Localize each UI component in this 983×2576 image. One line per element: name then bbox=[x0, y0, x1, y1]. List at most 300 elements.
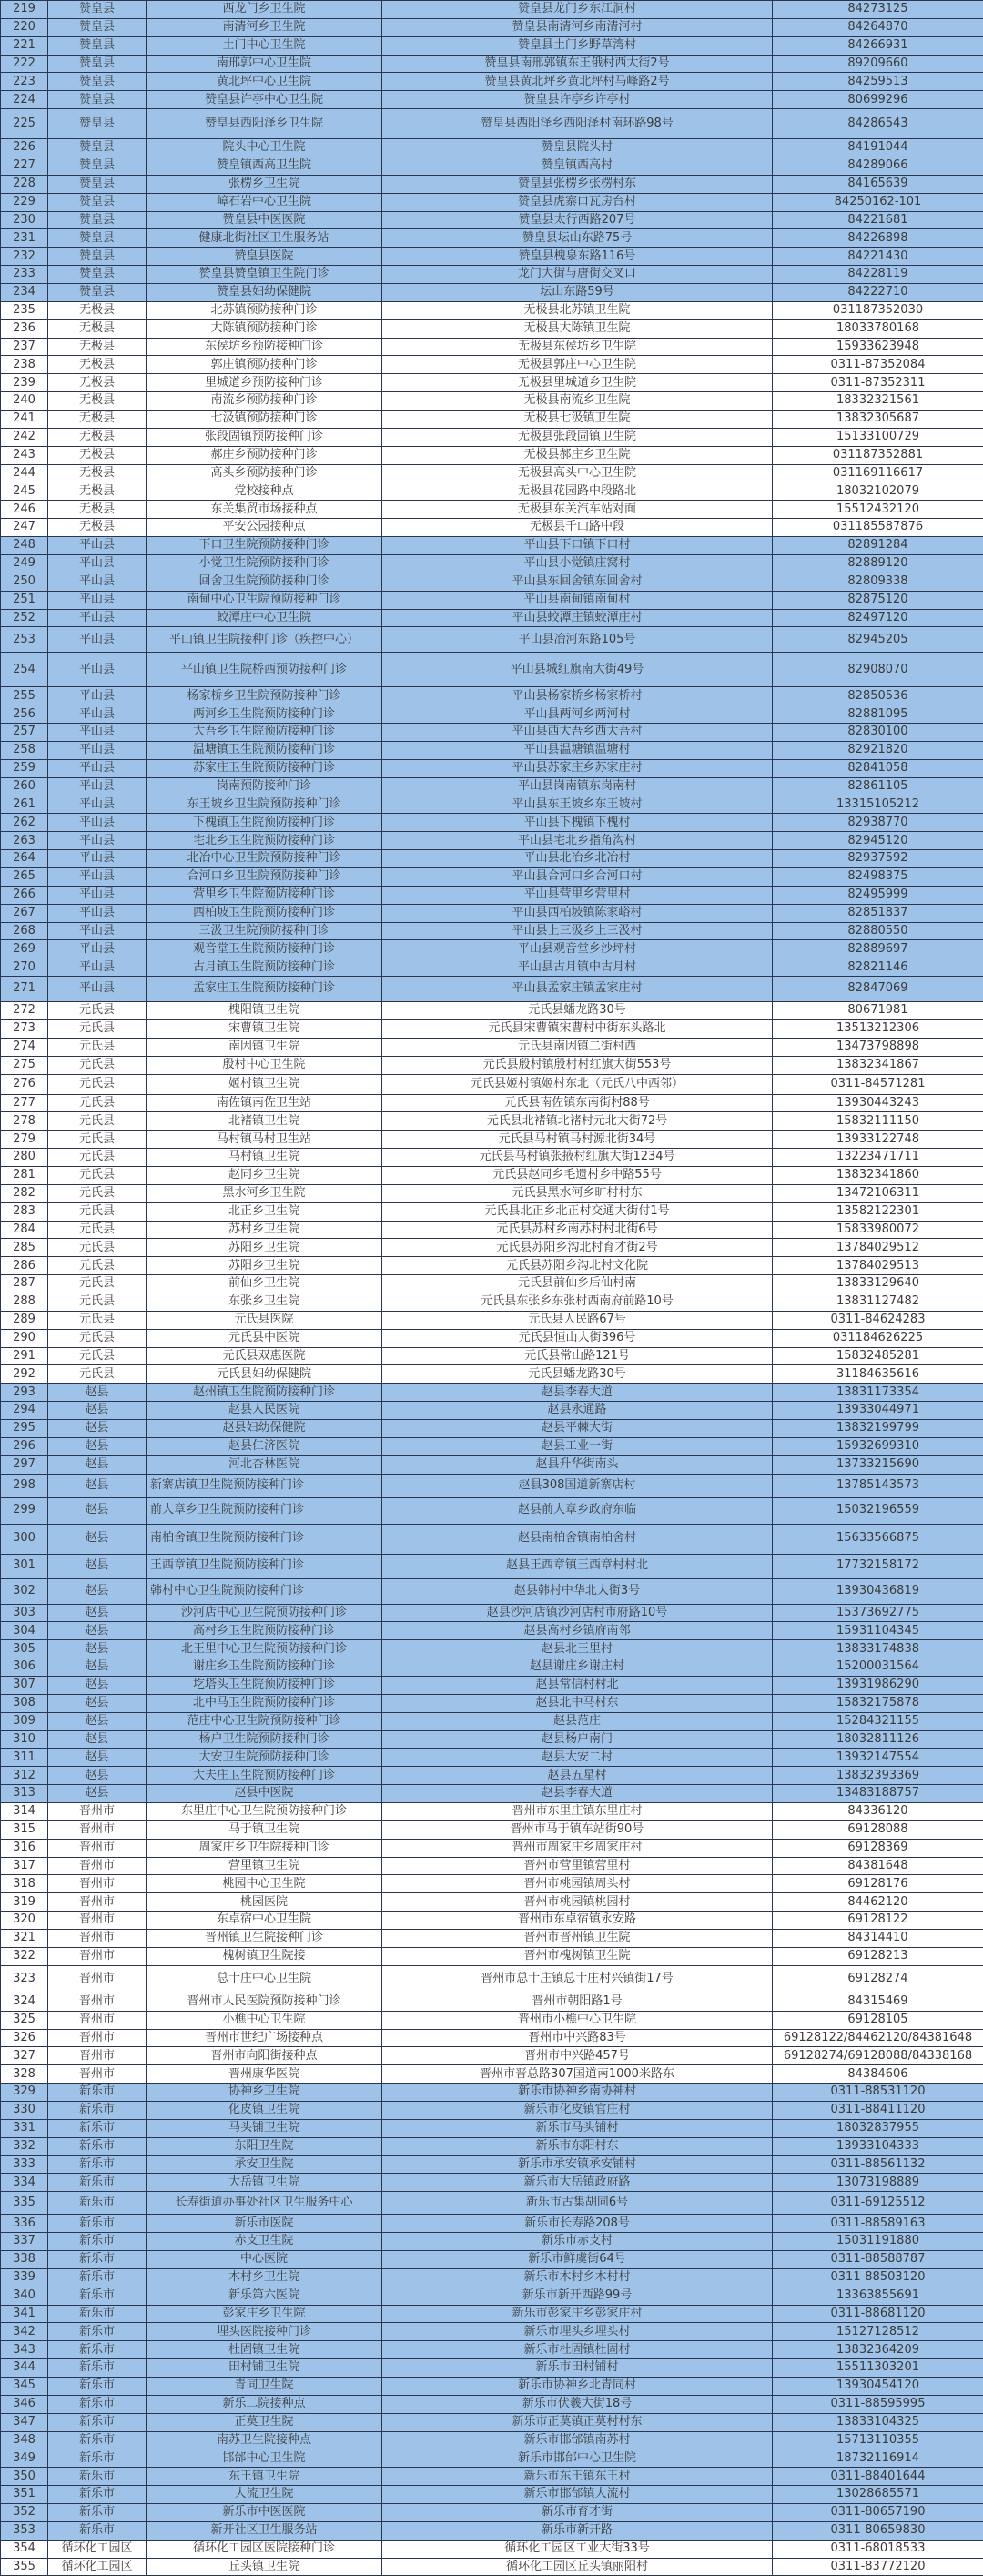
county-cell: 赞皇县 bbox=[48, 73, 147, 91]
site-name-cell: 嶂石岩中心卫生院 bbox=[147, 193, 382, 211]
table-row bbox=[1, 1149, 983, 1167]
table-row bbox=[1, 1, 983, 19]
table-row bbox=[1, 814, 983, 832]
phone-cell: 13831173354 bbox=[773, 1384, 983, 1402]
county-cell: 新乐市 bbox=[48, 2192, 147, 2215]
address-cell: 坛山东路59号 bbox=[382, 284, 773, 302]
county-cell: 新乐市 bbox=[48, 2137, 147, 2155]
county-cell: 平山县 bbox=[48, 537, 147, 555]
site-name-cell: 东侯坊乡预防接种门诊 bbox=[147, 338, 382, 356]
county-cell: 无极县 bbox=[48, 392, 147, 411]
address-cell: 元氏县人民路67号 bbox=[382, 1311, 773, 1329]
site-name-cell: 高头乡预防接种门诊 bbox=[147, 464, 382, 482]
phone-cell: 31184635616 bbox=[773, 1365, 983, 1384]
address-cell: 赵县永通路 bbox=[382, 1402, 773, 1420]
row-number-cell: 347 bbox=[1, 2413, 48, 2431]
address-cell: 平山县岗南镇东岗南村 bbox=[382, 777, 773, 796]
row-number-cell: 276 bbox=[1, 1074, 48, 1094]
site-name-cell: 杜固镇卫生院 bbox=[147, 2341, 382, 2359]
address-cell: 新乐市新开路 bbox=[382, 2521, 773, 2540]
row-number-cell: 227 bbox=[1, 157, 48, 176]
address-cell: 元氏县殷村镇殷村村红旗大街553号 bbox=[382, 1056, 773, 1074]
table-row bbox=[1, 2215, 983, 2233]
table-row bbox=[1, 2486, 983, 2504]
address-cell: 新乐市育才街 bbox=[382, 2503, 773, 2521]
site-name-cell: 晋州市向阳街接种点 bbox=[147, 2047, 382, 2065]
county-cell: 无极县 bbox=[48, 374, 147, 392]
address-cell: 平山县营里乡营里村 bbox=[382, 886, 773, 904]
row-number-cell: 308 bbox=[1, 1694, 48, 1712]
table-row bbox=[1, 248, 983, 266]
row-number-cell: 268 bbox=[1, 922, 48, 940]
row-number-cell: 323 bbox=[1, 1965, 48, 1993]
row-number-cell: 352 bbox=[1, 2503, 48, 2521]
row-number-cell: 346 bbox=[1, 2395, 48, 2413]
table-row bbox=[1, 1131, 983, 1149]
row-number-cell: 338 bbox=[1, 2250, 48, 2268]
phone-cell: 15127128512 bbox=[773, 2323, 983, 2341]
table-row bbox=[1, 2101, 983, 2119]
site-name-cell: 健康北街社区卫生服务站 bbox=[147, 229, 382, 248]
site-name-cell: 正莫卫生院 bbox=[147, 2413, 382, 2431]
row-number-cell: 252 bbox=[1, 609, 48, 627]
county-cell: 赞皇县 bbox=[48, 229, 147, 248]
table-row bbox=[1, 1640, 983, 1658]
county-cell: 晋州市 bbox=[48, 1993, 147, 2011]
county-cell: 新乐市 bbox=[48, 2305, 147, 2323]
table-row bbox=[1, 319, 983, 338]
county-cell: 无极县 bbox=[48, 428, 147, 446]
row-number-cell: 304 bbox=[1, 1622, 48, 1640]
phone-cell: 13733215690 bbox=[773, 1455, 983, 1474]
row-number-cell: 351 bbox=[1, 2486, 48, 2504]
county-cell: 平山县 bbox=[48, 922, 147, 940]
row-number-cell: 294 bbox=[1, 1402, 48, 1420]
phone-cell: 82850536 bbox=[773, 687, 983, 705]
row-number-cell: 260 bbox=[1, 777, 48, 796]
table-row bbox=[1, 2468, 983, 2486]
site-name-cell: 协神乡卫生院 bbox=[147, 2084, 382, 2102]
table-row bbox=[1, 1239, 983, 1257]
address-cell: 平山县观音堂乡沙坪村 bbox=[382, 940, 773, 958]
row-number-cell: 234 bbox=[1, 284, 48, 302]
row-number-cell: 279 bbox=[1, 1131, 48, 1149]
site-name-cell: 晋州康华医院 bbox=[147, 2065, 382, 2084]
phone-cell: 82945120 bbox=[773, 832, 983, 850]
phone-cell: 0311-88595995 bbox=[773, 2395, 983, 2413]
table-row bbox=[1, 1730, 983, 1749]
table-row bbox=[1, 940, 983, 958]
county-cell: 平山县 bbox=[48, 814, 147, 832]
county-cell: 赞皇县 bbox=[48, 193, 147, 211]
county-cell: 晋州市 bbox=[48, 1820, 147, 1839]
phone-cell: 69128369 bbox=[773, 1839, 983, 1857]
row-number-cell: 286 bbox=[1, 1257, 48, 1275]
site-name-cell: 南甸中心卫生院预防接种门诊 bbox=[147, 591, 382, 609]
phone-cell: 13831127482 bbox=[773, 1293, 983, 1312]
row-number-cell: 245 bbox=[1, 482, 48, 501]
county-cell: 平山县 bbox=[48, 904, 147, 922]
row-number-cell: 237 bbox=[1, 338, 48, 356]
county-cell: 平山县 bbox=[48, 759, 147, 777]
row-number-cell: 229 bbox=[1, 193, 48, 211]
phone-cell: 15832175878 bbox=[773, 1694, 983, 1712]
site-name-cell: 平山镇卫生院桥西预防接种门诊 bbox=[147, 653, 382, 687]
phone-cell: 13483188757 bbox=[773, 1785, 983, 1803]
table-row bbox=[1, 1767, 983, 1785]
phone-cell: 80699296 bbox=[773, 91, 983, 109]
site-name-cell: 赞皇县医院 bbox=[147, 248, 382, 266]
table-row bbox=[1, 1420, 983, 1438]
site-name-cell: 苏家庄卫生院预防接种门诊 bbox=[147, 759, 382, 777]
county-cell: 新乐市 bbox=[48, 2377, 147, 2395]
phone-cell: 84286543 bbox=[773, 109, 983, 139]
address-cell: 无极县郝庄乡卫生院 bbox=[382, 446, 773, 464]
site-name-cell: 观音堂卫生院预防接种门诊 bbox=[147, 940, 382, 958]
address-cell: 新乐市协神乡北青同村 bbox=[382, 2377, 773, 2395]
table-row bbox=[1, 609, 983, 627]
table-row bbox=[1, 2250, 983, 2268]
address-cell: 晋州市桃园镇周头村 bbox=[382, 1875, 773, 1893]
site-name-cell: 党校接种点 bbox=[147, 482, 382, 501]
row-number-cell: 238 bbox=[1, 356, 48, 374]
address-cell: 无极县花园路中段路北 bbox=[382, 482, 773, 501]
table-row bbox=[1, 724, 983, 742]
address-cell: 赵县平棘大街 bbox=[382, 1420, 773, 1438]
address-cell: 无极县里城道乡卫生院 bbox=[382, 374, 773, 392]
table-row bbox=[1, 301, 983, 319]
row-number-cell: 293 bbox=[1, 1384, 48, 1402]
county-cell: 赵县 bbox=[48, 1694, 147, 1712]
row-number-cell: 327 bbox=[1, 2047, 48, 2065]
site-name-cell: 高村乡卫生院预防接种门诊 bbox=[147, 1622, 382, 1640]
table-row bbox=[1, 2540, 983, 2558]
site-name-cell: 杨家桥乡卫生院预防接种门诊 bbox=[147, 687, 382, 705]
phone-cell: 69128274/69128088/84338168 bbox=[773, 2047, 983, 2065]
county-cell: 新乐市 bbox=[48, 2468, 147, 2486]
table-row bbox=[1, 2413, 983, 2431]
site-name-cell: 北正乡卫生院 bbox=[147, 1202, 382, 1221]
row-number-cell: 241 bbox=[1, 411, 48, 429]
county-cell: 平山县 bbox=[48, 796, 147, 814]
row-number-cell: 317 bbox=[1, 1857, 48, 1875]
site-name-cell: 丘头镇卫生院 bbox=[147, 2558, 382, 2576]
phone-cell: 13784029512 bbox=[773, 1239, 983, 1257]
table-row bbox=[1, 73, 983, 91]
phone-cell: 84191044 bbox=[773, 139, 983, 157]
row-number-cell: 256 bbox=[1, 705, 48, 724]
table-row bbox=[1, 653, 983, 687]
site-name-cell: 殷村中心卫生院 bbox=[147, 1056, 382, 1074]
site-name-cell: 合河口乡卫生院预防接种门诊 bbox=[147, 867, 382, 886]
address-cell: 新乐市正莫镇正莫村村东 bbox=[382, 2413, 773, 2431]
phone-cell: 13833129640 bbox=[773, 1275, 983, 1293]
address-cell: 元氏县宋曹镇宋曹村中街东头路北 bbox=[382, 1019, 773, 1038]
row-number-cell: 220 bbox=[1, 18, 48, 36]
site-name-cell: 埋头医院接种门诊 bbox=[147, 2323, 382, 2341]
site-name-cell: 彭家庄乡卫生院 bbox=[147, 2305, 382, 2323]
phone-cell: 13933044971 bbox=[773, 1402, 983, 1420]
address-cell: 新乐市杜固镇杜固村 bbox=[382, 2341, 773, 2359]
row-number-cell: 300 bbox=[1, 1524, 48, 1554]
row-number-cell: 282 bbox=[1, 1184, 48, 1202]
address-cell: 元氏县北正乡北正村交通大街付1号 bbox=[382, 1202, 773, 1221]
county-cell: 元氏县 bbox=[48, 1275, 147, 1293]
site-name-cell: 赤支卫生院 bbox=[147, 2233, 382, 2251]
address-cell: 赵县常信村村北 bbox=[382, 1677, 773, 1695]
county-cell: 新乐市 bbox=[48, 2395, 147, 2413]
county-cell: 赵县 bbox=[48, 1524, 147, 1554]
table-row bbox=[1, 519, 983, 537]
table-row bbox=[1, 266, 983, 284]
table-row bbox=[1, 1384, 983, 1402]
row-number-cell: 228 bbox=[1, 175, 48, 193]
row-number-cell: 325 bbox=[1, 2011, 48, 2029]
table-row bbox=[1, 2287, 983, 2305]
table-row bbox=[1, 284, 983, 302]
site-name-cell: 赞皇县妇幼保健院 bbox=[147, 284, 382, 302]
phone-cell: 82921820 bbox=[773, 741, 983, 759]
table-row bbox=[1, 1402, 983, 1420]
phone-cell: 82908070 bbox=[773, 653, 983, 687]
row-number-cell: 342 bbox=[1, 2323, 48, 2341]
address-cell: 元氏县赵同乡毛遗村乡中路55号 bbox=[382, 1166, 773, 1184]
table-row bbox=[1, 2305, 983, 2323]
address-cell: 新乐市长寿路208号 bbox=[382, 2215, 773, 2233]
county-cell: 无极县 bbox=[48, 501, 147, 519]
phone-cell: 0311-83772120 bbox=[773, 2558, 983, 2576]
phone-cell: 84221430 bbox=[773, 248, 983, 266]
site-name-cell: 晋州市人民医院预防接种门诊 bbox=[147, 1993, 382, 2011]
county-cell: 新乐市 bbox=[48, 2431, 147, 2449]
site-name-cell: 东王镇卫生院 bbox=[147, 2468, 382, 2486]
county-cell: 元氏县 bbox=[48, 1257, 147, 1275]
address-cell: 新乐市东王镇东王村 bbox=[382, 2468, 773, 2486]
address-cell: 晋州市小樵中心卫生院 bbox=[382, 2011, 773, 2029]
site-name-cell: 平安公园接种点 bbox=[147, 519, 382, 537]
site-name-cell: 赵州镇卫生院预防接种门诊 bbox=[147, 1384, 382, 1402]
address-cell: 赵县南柏舍镇南柏舍村 bbox=[382, 1524, 773, 1554]
county-cell: 晋州市 bbox=[48, 1947, 147, 1965]
site-name-cell: 大流卫生院 bbox=[147, 2486, 382, 2504]
phone-cell: 15373692775 bbox=[773, 1604, 983, 1622]
phone-cell: 0311-80659830 bbox=[773, 2521, 983, 2540]
table-row bbox=[1, 2029, 983, 2047]
table-row bbox=[1, 627, 983, 653]
address-cell: 赞皇县许亭乡许亭村 bbox=[382, 91, 773, 109]
site-name-cell: 赵同乡卫生院 bbox=[147, 1166, 382, 1184]
site-name-cell: 新乐市医院 bbox=[147, 2215, 382, 2233]
county-cell: 赵县 bbox=[48, 1785, 147, 1803]
phone-cell: 031187352030 bbox=[773, 301, 983, 319]
phone-cell: 13785143573 bbox=[773, 1474, 983, 1497]
table-row bbox=[1, 229, 983, 248]
row-number-cell: 292 bbox=[1, 1365, 48, 1384]
county-cell: 元氏县 bbox=[48, 1149, 147, 1167]
row-number-cell: 223 bbox=[1, 73, 48, 91]
site-name-cell: 宅北乡卫生院预防接种门诊 bbox=[147, 832, 382, 850]
phone-cell: 84314410 bbox=[773, 1930, 983, 1948]
phone-cell: 13315105212 bbox=[773, 796, 983, 814]
county-cell: 平山县 bbox=[48, 627, 147, 653]
phone-cell: 031187352881 bbox=[773, 446, 983, 464]
county-cell: 平山县 bbox=[48, 777, 147, 796]
site-name-cell: 赞皇县赞皇镇卫生院门诊 bbox=[147, 266, 382, 284]
row-number-cell: 267 bbox=[1, 904, 48, 922]
table-row bbox=[1, 374, 983, 392]
table-row bbox=[1, 2268, 983, 2287]
row-number-cell: 301 bbox=[1, 1554, 48, 1578]
phone-cell: 15932699310 bbox=[773, 1437, 983, 1455]
row-number-cell: 335 bbox=[1, 2192, 48, 2215]
phone-cell: 13223471711 bbox=[773, 1149, 983, 1167]
table-row bbox=[1, 2341, 983, 2359]
phone-cell: 84336120 bbox=[773, 1803, 983, 1821]
phone-cell: 13582122301 bbox=[773, 1202, 983, 1221]
row-number-cell: 264 bbox=[1, 850, 48, 868]
county-cell: 无极县 bbox=[48, 446, 147, 464]
site-name-cell: 赞皇县中医医院 bbox=[147, 211, 382, 229]
site-name-cell: 东里庄中心卫生院预防接种门诊 bbox=[147, 1803, 382, 1821]
address-cell: 平山县小觉镇庄窝村 bbox=[382, 554, 773, 573]
county-cell: 晋州市 bbox=[48, 1930, 147, 1948]
row-number-cell: 233 bbox=[1, 266, 48, 284]
phone-cell: 15133100729 bbox=[773, 428, 983, 446]
phone-cell: 0311-87352084 bbox=[773, 356, 983, 374]
table-row bbox=[1, 1056, 983, 1074]
phone-cell: 13832364209 bbox=[773, 2341, 983, 2359]
address-cell: 平山县两河乡两河村 bbox=[382, 705, 773, 724]
row-number-cell: 341 bbox=[1, 2305, 48, 2323]
site-name-cell: 赞皇县许亭中心卫生院 bbox=[147, 91, 382, 109]
site-name-cell: 东张乡卫生院 bbox=[147, 1293, 382, 1312]
address-cell: 赵县工业一街 bbox=[382, 1437, 773, 1455]
site-name-cell: 晋州镇卫生院接种门诊 bbox=[147, 1930, 382, 1948]
phone-cell: 82851837 bbox=[773, 904, 983, 922]
address-cell: 晋州市中兴路457号 bbox=[382, 2047, 773, 2065]
phone-cell: 69128088 bbox=[773, 1820, 983, 1839]
county-cell: 晋州市 bbox=[48, 2047, 147, 2065]
table-row bbox=[1, 1965, 983, 1993]
phone-cell: 84289066 bbox=[773, 157, 983, 176]
row-number-cell: 353 bbox=[1, 2521, 48, 2540]
table-row bbox=[1, 1839, 983, 1857]
phone-cell: 80671981 bbox=[773, 1002, 983, 1020]
phone-cell: 84226898 bbox=[773, 229, 983, 248]
county-cell: 赞皇县 bbox=[48, 139, 147, 157]
address-cell: 平山县下口镇下口村 bbox=[382, 537, 773, 555]
site-name-cell: 马村镇马村卫生站 bbox=[147, 1131, 382, 1149]
table-row bbox=[1, 338, 983, 356]
site-name-cell: 苏阳乡卫生院 bbox=[147, 1257, 382, 1275]
address-cell: 晋州市晋州镇卫生院 bbox=[382, 1930, 773, 1948]
table-row bbox=[1, 1275, 983, 1293]
phone-cell: 82821146 bbox=[773, 958, 983, 977]
address-cell: 赞皇镇西高村 bbox=[382, 157, 773, 176]
site-name-cell: 大夫庄卫生院预防接种门诊 bbox=[147, 1767, 382, 1785]
address-cell: 赞皇县院头村 bbox=[382, 139, 773, 157]
phone-cell: 13784029513 bbox=[773, 1257, 983, 1275]
row-number-cell: 242 bbox=[1, 428, 48, 446]
address-cell: 赞皇县槐泉东路116号 bbox=[382, 248, 773, 266]
address-cell: 赵县升华街南头 bbox=[382, 1455, 773, 1474]
address-cell: 元氏县苏村乡南苏村村北街6号 bbox=[382, 1221, 773, 1239]
address-cell: 龙门大街与唐街交叉口 bbox=[382, 266, 773, 284]
site-name-cell: 郝庄乡预防接种门诊 bbox=[147, 446, 382, 464]
row-number-cell: 259 bbox=[1, 759, 48, 777]
phone-cell: 13472106311 bbox=[773, 1184, 983, 1202]
table-row bbox=[1, 1474, 983, 1497]
site-name-cell: 院头中心卫生院 bbox=[147, 139, 382, 157]
site-name-cell: 槐阳镇卫生院 bbox=[147, 1002, 382, 1020]
county-cell: 元氏县 bbox=[48, 1293, 147, 1312]
county-cell: 无极县 bbox=[48, 519, 147, 537]
site-name-cell: 青同卫生院 bbox=[147, 2377, 382, 2395]
phone-cell: 18032811126 bbox=[773, 1730, 983, 1749]
phone-cell: 13832199799 bbox=[773, 1420, 983, 1438]
address-cell: 晋州市东里庄镇东里庄村 bbox=[382, 1803, 773, 1821]
phone-cell: 15511303201 bbox=[773, 2359, 983, 2378]
phone-cell: 13028685571 bbox=[773, 2486, 983, 2504]
county-cell: 元氏县 bbox=[48, 1221, 147, 1239]
county-cell: 赞皇县 bbox=[48, 248, 147, 266]
row-number-cell: 344 bbox=[1, 2359, 48, 2378]
phone-cell: 13473798898 bbox=[773, 1038, 983, 1056]
phone-cell: 84384606 bbox=[773, 2065, 983, 2084]
row-number-cell: 314 bbox=[1, 1803, 48, 1821]
table-row bbox=[1, 2174, 983, 2192]
site-name-cell: 长寿街道办事处社区卫生服务中心 bbox=[147, 2192, 382, 2215]
phone-cell: 0311-88561132 bbox=[773, 2155, 983, 2174]
table-row bbox=[1, 1202, 983, 1221]
county-cell: 新乐市 bbox=[48, 2413, 147, 2431]
site-name-cell: 循环化工园区医院接种门诊 bbox=[147, 2540, 382, 2558]
table-row bbox=[1, 2065, 983, 2084]
row-number-cell: 275 bbox=[1, 1056, 48, 1074]
county-cell: 赞皇县 bbox=[48, 211, 147, 229]
table-row bbox=[1, 1074, 983, 1094]
address-cell: 平山县西柏坡镇陈家峪村 bbox=[382, 904, 773, 922]
site-name-cell: 南柏舍镇卫生院预防接种门诊 bbox=[147, 1524, 382, 1554]
row-number-cell: 244 bbox=[1, 464, 48, 482]
site-name-cell: 赵县中医院 bbox=[147, 1785, 382, 1803]
county-cell: 赞皇县 bbox=[48, 1, 147, 19]
address-cell: 平山县蛟潭庄镇蛟潭庄村 bbox=[382, 609, 773, 627]
row-number-cell: 337 bbox=[1, 2233, 48, 2251]
row-number-cell: 330 bbox=[1, 2101, 48, 2119]
address-cell: 无极县南流乡卫生院 bbox=[382, 392, 773, 411]
row-number-cell: 249 bbox=[1, 554, 48, 573]
address-cell: 元氏县恒山大街396号 bbox=[382, 1329, 773, 1347]
site-name-cell: 前仙乡卫生院 bbox=[147, 1275, 382, 1293]
phone-cell: 0311-88503120 bbox=[773, 2268, 983, 2287]
phone-cell: 82881095 bbox=[773, 705, 983, 724]
address-cell: 元氏县北褚镇北褚村元北大街72号 bbox=[382, 1112, 773, 1131]
county-cell: 元氏县 bbox=[48, 1329, 147, 1347]
address-cell: 平山县古月镇中古月村 bbox=[382, 958, 773, 977]
row-number-cell: 225 bbox=[1, 109, 48, 139]
county-cell: 赞皇县 bbox=[48, 18, 147, 36]
row-number-cell: 247 bbox=[1, 519, 48, 537]
row-number-cell: 236 bbox=[1, 319, 48, 338]
row-number-cell: 324 bbox=[1, 1993, 48, 2011]
address-cell: 赞皇县西阳泽乡西阳泽村南环路98号 bbox=[382, 109, 773, 139]
site-name-cell: 平山镇卫生院接种门诊（疾控中心） bbox=[147, 627, 382, 653]
address-cell: 新乐市新开西路99号 bbox=[382, 2287, 773, 2305]
address-cell: 元氏县南因镇二街村西 bbox=[382, 1038, 773, 1056]
site-name-cell: 王西章镇卫生院预防接种门诊 bbox=[147, 1554, 382, 1578]
phone-cell: 15933623948 bbox=[773, 338, 983, 356]
